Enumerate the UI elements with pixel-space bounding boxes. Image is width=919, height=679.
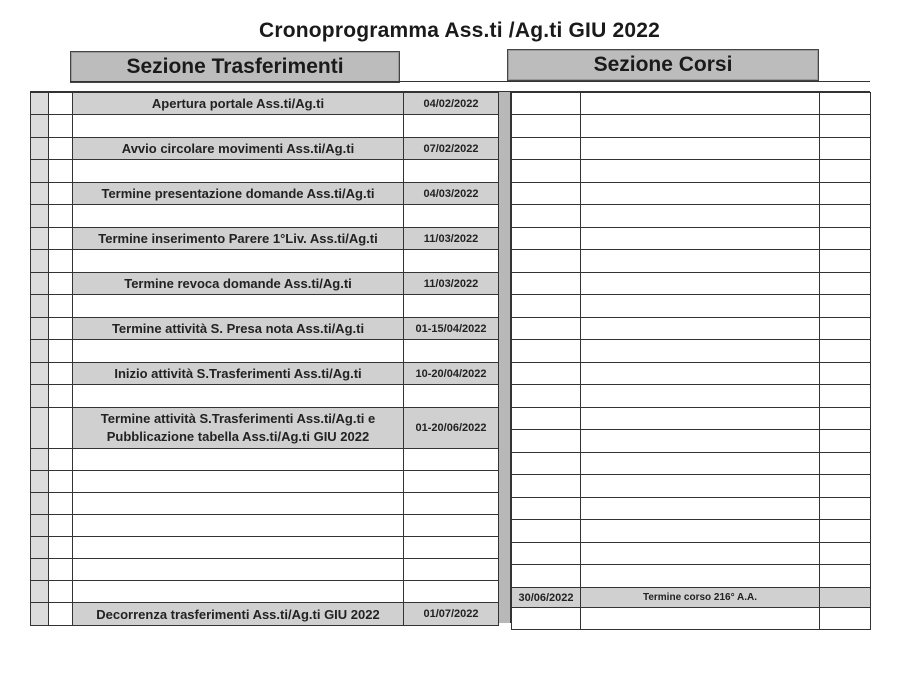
table-row bbox=[512, 228, 871, 250]
table-row bbox=[31, 115, 499, 138]
table-row bbox=[512, 520, 871, 543]
table-row bbox=[31, 493, 499, 515]
table-row bbox=[31, 449, 499, 471]
activity-label bbox=[73, 408, 404, 449]
table-row bbox=[512, 475, 871, 498]
table-row bbox=[31, 228, 499, 250]
activity-label: Avvio circolare movimenti Ass.ti/Ag.ti bbox=[73, 138, 404, 160]
section-header-corsi: Sezione Corsi bbox=[507, 49, 819, 81]
activity-label: Termine attività S. Presa nota Ass.ti/Ag.ti bbox=[73, 318, 404, 340]
activity-label: Termine revoca domande Ass.ti/Ag.ti bbox=[73, 273, 404, 295]
table-row bbox=[31, 515, 499, 537]
table-row bbox=[512, 160, 871, 183]
table-row bbox=[512, 543, 871, 565]
table-row bbox=[512, 608, 871, 630]
activity-date: 04/03/2022 bbox=[404, 183, 499, 205]
table-row bbox=[31, 559, 499, 581]
table-row bbox=[31, 183, 499, 205]
table-row bbox=[31, 205, 499, 228]
table-row bbox=[512, 93, 871, 115]
activity-label: Apertura portale Ass.ti/Ag.ti bbox=[73, 93, 404, 115]
activity-date: 10-20/04/2022 bbox=[404, 363, 499, 385]
activity-date: 01/07/2022 bbox=[404, 603, 499, 626]
column-separator bbox=[498, 92, 511, 623]
table-row bbox=[31, 250, 499, 273]
table-row bbox=[512, 115, 871, 138]
row-marker bbox=[49, 93, 73, 115]
table-row bbox=[31, 273, 499, 295]
table-row bbox=[512, 363, 871, 385]
table-row bbox=[512, 250, 871, 273]
table-row bbox=[512, 565, 871, 588]
table-row bbox=[31, 581, 499, 603]
activity-label: Termine presentazione domande Ass.ti/Ag.ti bbox=[73, 183, 404, 205]
page-title: Cronoprogramma Ass.ti /Ag.ti GIU 2022 bbox=[258, 19, 661, 42]
activity-label: Termine inserimento Parere 1°Liv. Ass.ti/Ag.ti bbox=[73, 228, 404, 250]
course-row bbox=[512, 588, 871, 608]
activity-date: 01-15/04/2022 bbox=[404, 318, 499, 340]
table-row bbox=[31, 471, 499, 493]
table-row bbox=[512, 340, 871, 363]
table-row bbox=[512, 453, 871, 475]
table-row bbox=[31, 385, 499, 408]
table-row bbox=[31, 537, 499, 559]
table-row bbox=[512, 273, 871, 295]
table-row bbox=[31, 318, 499, 340]
table-row bbox=[31, 160, 499, 183]
table-row bbox=[512, 498, 871, 520]
table-row bbox=[31, 340, 499, 363]
activity-label-line1: Termine attività S.Trasferimenti Ass.ti/Ag.ti e bbox=[100, 411, 376, 426]
section-header-trasferimenti: Sezione Trasferimenti bbox=[70, 51, 400, 83]
activity-date: 11/03/2022 bbox=[404, 273, 499, 295]
row-edge bbox=[31, 93, 49, 115]
table-row bbox=[512, 295, 871, 318]
course-date: 30/06/2022 bbox=[512, 588, 581, 608]
trasferimenti-table bbox=[30, 92, 499, 626]
table-row bbox=[512, 183, 871, 205]
activity-label-line2: Pubblicazione tabella Ass.ti/Ag.ti GIU 2022 bbox=[106, 429, 370, 444]
corsi-table bbox=[511, 92, 871, 630]
table-row bbox=[512, 138, 871, 160]
activity-label: Decorrenza trasferimenti Ass.ti/Ag.ti GIU 2022 bbox=[73, 603, 404, 626]
activity-date: 04/02/2022 bbox=[404, 93, 499, 115]
table-row bbox=[512, 430, 871, 453]
table-row bbox=[31, 295, 499, 318]
activity-date: 07/02/2022 bbox=[404, 138, 499, 160]
top-rule bbox=[70, 81, 870, 82]
table-row bbox=[31, 408, 499, 449]
course-label: Termine corso 216° A.A. bbox=[581, 588, 820, 608]
table-row bbox=[512, 408, 871, 430]
table-row bbox=[31, 93, 499, 115]
activity-label: Inizio attività S.Trasferimenti Ass.ti/Ag.ti bbox=[73, 363, 404, 385]
table-row bbox=[512, 318, 871, 340]
table-row bbox=[512, 385, 871, 408]
table-row bbox=[31, 138, 499, 160]
activity-date: 11/03/2022 bbox=[404, 228, 499, 250]
table-row bbox=[31, 603, 499, 626]
table-row bbox=[512, 205, 871, 228]
table-row bbox=[31, 363, 499, 385]
activity-date: 01-20/06/2022 bbox=[404, 408, 499, 449]
